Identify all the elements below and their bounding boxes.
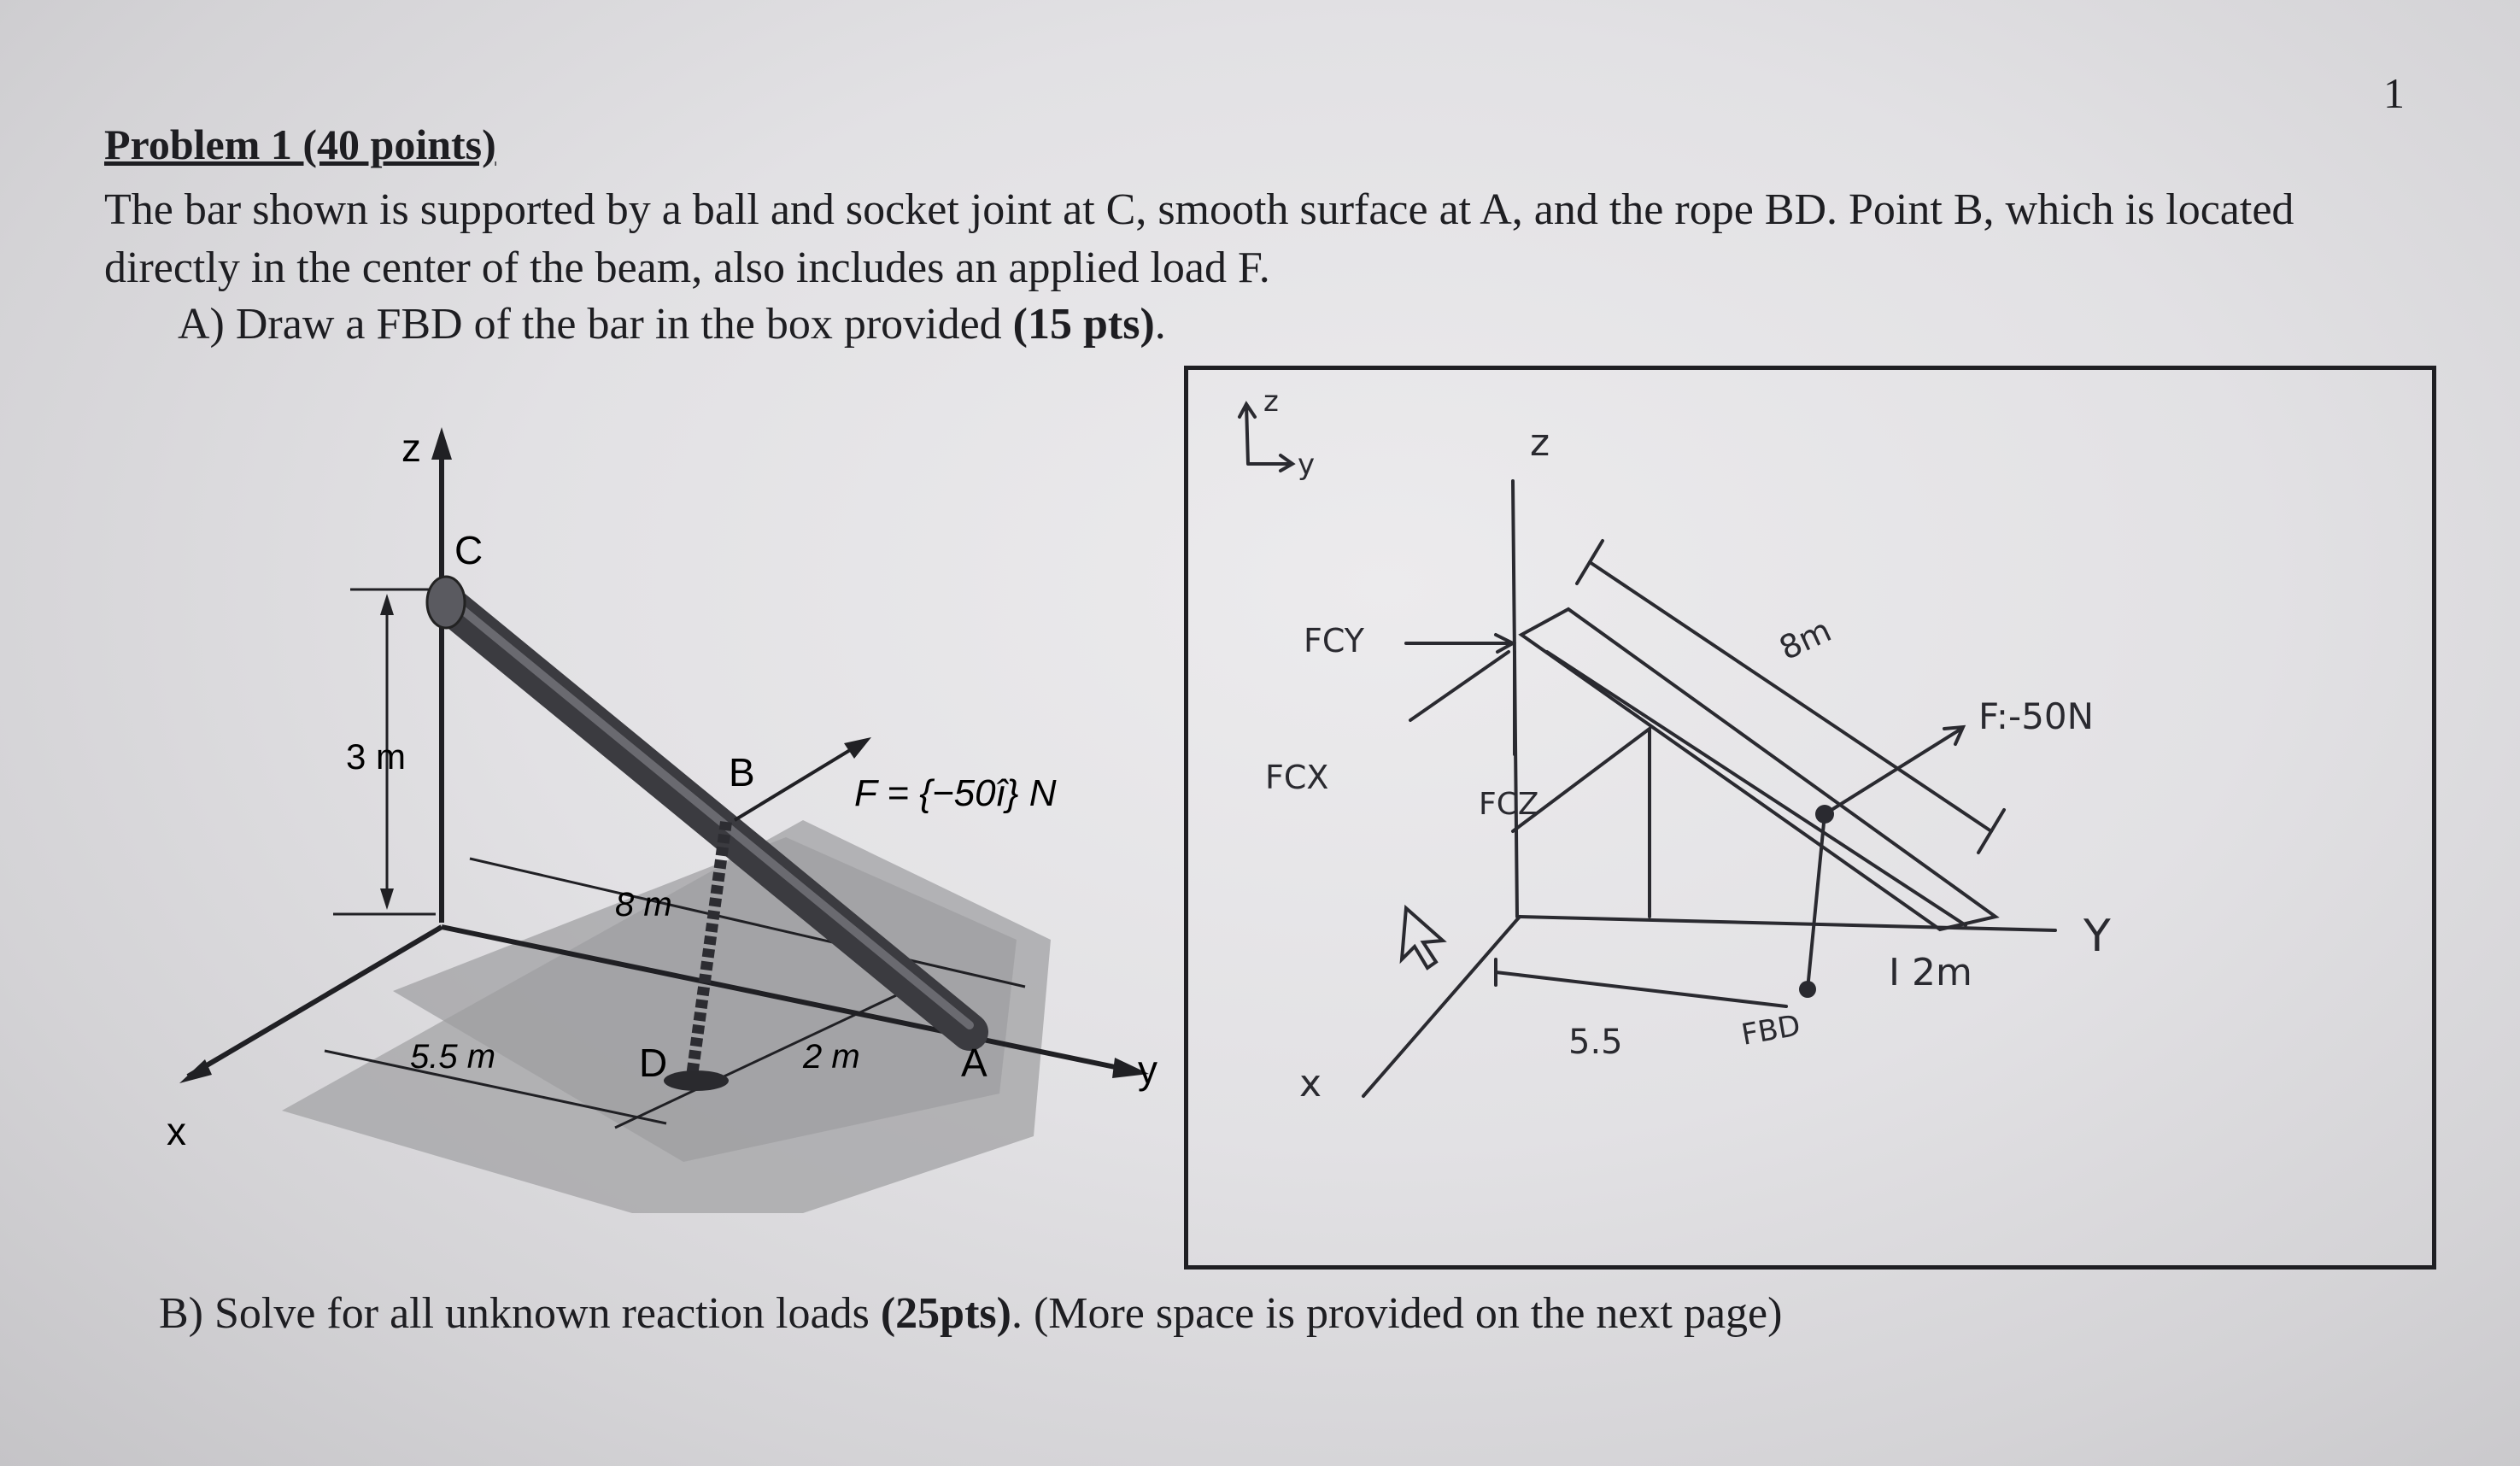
fbd-x-axis <box>1363 917 1520 1096</box>
fbd-dim-2m-label: I 2m <box>1889 951 1972 994</box>
fbd-dim-55-label: 5.5 <box>1568 1023 1623 1062</box>
problem-figure <box>154 393 1187 1230</box>
fbd-axis-x: x <box>1299 1062 1322 1105</box>
fbd-dim-8m-label: 8m <box>1773 611 1837 668</box>
axis-y-label: y <box>1138 1047 1157 1092</box>
fcz-label: FCZ <box>1479 787 1539 822</box>
part-a-text: A) Draw a FBD of the bar in the box provided <box>178 300 1013 349</box>
force-label: F = {−50î} N <box>854 772 1057 814</box>
part-b-text: B) Solve for all unknown reaction loads <box>159 1289 881 1338</box>
part-a-prompt <box>178 299 1166 349</box>
point-a-label: A <box>961 1041 987 1085</box>
anchor-d <box>664 1070 729 1091</box>
point-d-dot <box>1799 981 1816 998</box>
point-d-label: D <box>639 1041 668 1085</box>
part-b-points: (25pts) <box>880 1289 1011 1338</box>
point-c-label: C <box>454 528 483 572</box>
fcx-arrow <box>1410 652 1509 720</box>
dim-8m-label: 8 m <box>615 886 672 924</box>
part-a-end: . <box>1154 300 1166 349</box>
fbd-y-axis <box>1520 917 2055 930</box>
dim-2m-label: 2 m <box>803 1038 860 1076</box>
part-b-prompt <box>159 1288 1782 1339</box>
cursor-arrow-icon <box>1402 908 1443 968</box>
height-label: 3 m <box>346 736 407 777</box>
fbd-force-label: F:-50N <box>1978 695 2095 737</box>
fbd-force-arrow <box>1825 729 1961 814</box>
fcx-label: FCX <box>1265 759 1329 796</box>
axis-x-label: x <box>167 1109 186 1153</box>
fbd-axis-y: Y <box>2083 911 2111 962</box>
dim-55m-label: 5.5 m <box>410 1038 496 1076</box>
fbd-dim-55 <box>1496 972 1786 1006</box>
force-arrow-head <box>844 737 871 759</box>
problem-title: Problem 1 (40 points) <box>104 120 496 168</box>
fbd-bar-outline <box>1521 609 1995 929</box>
problem-statement: The bar shown is supported by a ball and socket joint at C, smooth surface at A, and the rope BD. Point B, which is located directly in the center of the beam, also includes an applied load F. <box>104 185 2294 292</box>
fcy-label: FCY <box>1304 622 1364 660</box>
part-a-points: (15 pts) <box>1012 300 1155 349</box>
fbd-label: FBD <box>1738 1008 1803 1053</box>
coord-y-label: y <box>1298 448 1316 482</box>
coord-z-label: z <box>1263 384 1279 419</box>
part-b-end: . (More space is provided on the next page) <box>1011 1289 1783 1338</box>
point-b-label: B <box>729 750 755 795</box>
fbd-axis-z: z <box>1530 421 1550 465</box>
axis-z-label: z <box>401 425 421 470</box>
z-axis-arrow <box>431 427 452 460</box>
page-number: 1 <box>2383 69 2405 117</box>
socket-joint-c <box>427 577 465 628</box>
point-b-dot <box>1815 805 1834 824</box>
fbd-sketch <box>1188 370 2432 1265</box>
